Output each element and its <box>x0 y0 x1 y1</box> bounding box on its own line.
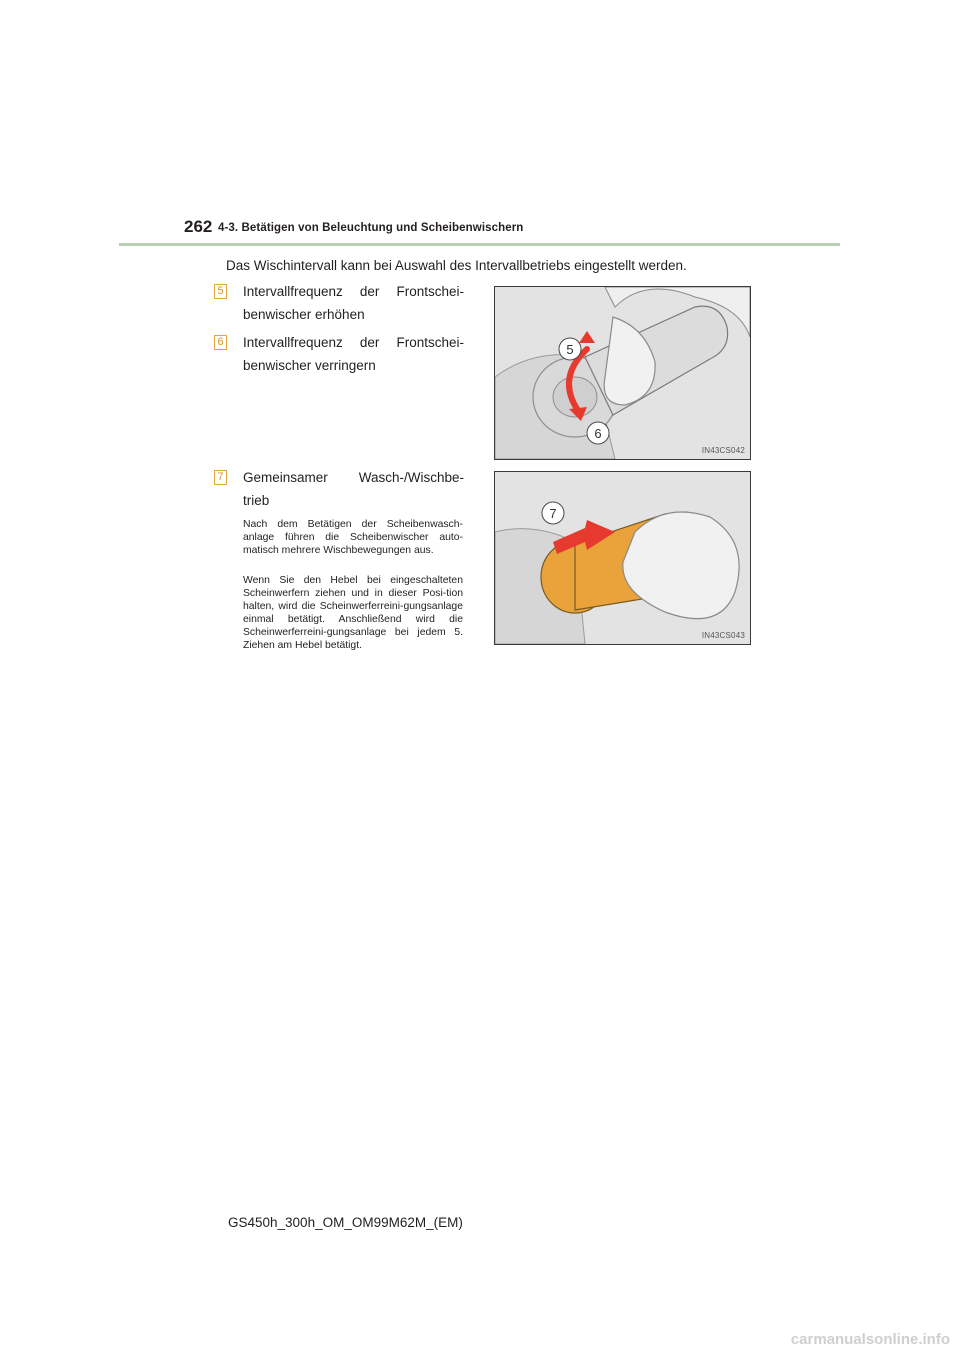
page-number: 262 <box>184 217 213 236</box>
callout-7-label: 7 <box>549 506 557 521</box>
item-badge-5: 5 <box>214 284 227 299</box>
item-6-line1: Intervallfrequenz der Frontschei- <box>243 335 464 350</box>
watermark[interactable]: carmanualsonline.info <box>790 1331 950 1348</box>
item-6-line2: benwischer verringern <box>243 358 376 373</box>
section-title: 4-3. Betätigen von Beleuchtung und Scheibenwischern <box>218 222 524 234</box>
item-5-line1: Intervallfrequenz der Frontschei- <box>243 284 464 299</box>
callout-6-label: 6 <box>594 426 602 441</box>
figure-wiper-interval <box>494 286 751 460</box>
item-5-line2: benwischer erhöhen <box>243 307 365 322</box>
footer-code: GS450h_300h_OM_OM99M62M_(EM) <box>228 1215 463 1230</box>
note-1: Nach dem Betätigen der Scheibenwasch-anlage führen die Scheibenwischer auto-matisch mehrere Wischbewegungen aus. <box>243 519 463 556</box>
note-2: Wenn Sie den Hebel bei eingeschalteten Scheinwerfern ziehen und in dieser Posi-tion halten, wird die Scheinwerferreini-gungsanlage einmal betätigt. Anschließend wird die Scheinwerferreini-gungsanlage bei jedem 5. Ziehen am Hebel betätigt. <box>243 575 463 651</box>
header-rule <box>119 243 840 246</box>
item-7-line2: trieb <box>243 493 270 508</box>
figure-code: IN43CS042 <box>701 446 745 455</box>
item-badge-7: 7 <box>214 470 227 485</box>
item-7-line1: Gemeinsamer Wasch-/Wischbe- <box>243 470 464 485</box>
item-6-text <box>243 331 464 377</box>
wash-wipe-illustration <box>495 472 750 644</box>
item-7-text <box>243 466 464 512</box>
item-badge-6: 6 <box>214 335 227 350</box>
callout-5-label: 5 <box>566 342 574 357</box>
wiper-interval-illustration <box>495 287 750 459</box>
figure-code: IN43CS043 <box>701 631 745 640</box>
figure-wash-wipe <box>494 471 751 645</box>
item-5-text <box>243 280 464 326</box>
intro-text: Das Wischintervall kann bei Auswahl des Intervallbetriebs eingestellt werden. <box>226 258 687 273</box>
